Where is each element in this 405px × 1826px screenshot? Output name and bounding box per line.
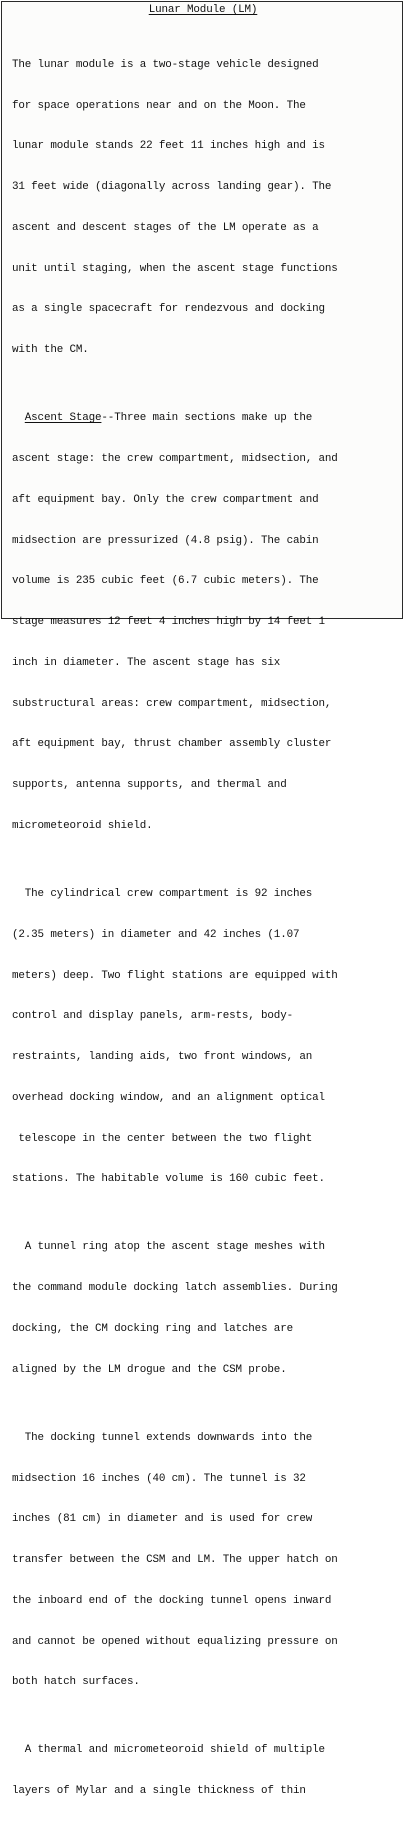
text-line: as a single spacecraft for rendezvous and docking xyxy=(12,303,325,316)
text-line: docking, the CM docking ring and latches are xyxy=(12,1323,293,1335)
text-line: (2.35 meters) in diameter and 42 inches (1.07 xyxy=(12,928,300,941)
paragraph-docking-tunnel xyxy=(12,1405,394,1718)
text-line: with the CM. xyxy=(12,344,89,357)
text-line: The docking tunnel extends downwards into the xyxy=(12,1431,313,1444)
text-line: meters) deep. Two flight stations are equipped with xyxy=(12,969,338,982)
text-line: aligned by the LM drogue and the CSM probe. xyxy=(12,1363,287,1376)
text-line: and cannot be opened without equalizing pressure on xyxy=(12,1635,338,1648)
text-line: A tunnel ring atop the ascent stage meshes with xyxy=(12,1241,325,1254)
paragraph-intro xyxy=(12,32,394,385)
text-line: lunar module stands 22 feet 11 inches high and is xyxy=(12,140,325,153)
text-line: the inboard end of the docking tunnel opens inward xyxy=(12,1594,332,1607)
text-line: unit until staging, when the ascent stage functions xyxy=(12,262,338,275)
text-line: The cylindrical crew compartment is 92 inches xyxy=(12,888,313,900)
text-line: restraints, landing aids, two front windows, an xyxy=(12,1051,313,1064)
text-line: The lunar module is a two-stage vehicle designed xyxy=(12,58,319,71)
text-line: layers of Mylar and a single thickness of thin xyxy=(12,1785,306,1798)
text-line: supports, antenna supports, and thermal and xyxy=(12,779,287,792)
text-line: the command module docking latch assemblies. During xyxy=(12,1282,338,1295)
text-line: for space operations near and on the Moon. The xyxy=(12,99,306,112)
lead-text: --Three main sections make up the xyxy=(101,412,313,425)
text-line: transfer between the CSM and LM. The upper hatch on xyxy=(12,1554,338,1567)
text-line: substructural areas: crew compartment, midsection, xyxy=(12,697,332,710)
text-line-lead xyxy=(12,412,394,426)
text-line: midsection are pressurized (4.8 psig). The cabin xyxy=(12,534,319,547)
text-line: ascent and descent stages of the LM operate as a xyxy=(12,221,319,234)
text-line: telescope in the center between the two flight xyxy=(12,1132,313,1145)
paragraph-tunnel-ring xyxy=(12,1214,394,1404)
text-line: inch in diameter. The ascent stage has six xyxy=(12,656,281,669)
document-title xyxy=(12,4,394,18)
paragraph-ascent-stage xyxy=(12,385,394,861)
text-line: midsection 16 inches (40 cm). The tunnel is 32 xyxy=(12,1472,306,1485)
text-line: aft equipment bay. Only the crew compartment and xyxy=(12,493,319,506)
section-heading-ascent-stage: Ascent Stage xyxy=(24,412,102,425)
text-line: 31 feet wide (diagonally across landing gear). The xyxy=(12,181,332,194)
text-line: stage measures 12 feet 4 inches high by 14 feet 1 xyxy=(12,616,325,629)
paragraph-crew-compartment xyxy=(12,861,394,1214)
text-line: micrometeoroid shield. xyxy=(12,820,153,833)
text-line: overhead docking window, and an alignment optical xyxy=(12,1091,325,1104)
document-page xyxy=(1,1,403,1798)
text-line: A thermal and micrometeoroid shield of multiple xyxy=(12,1744,325,1757)
text-line: stations. The habitable volume is 160 cubic feet. xyxy=(12,1173,325,1186)
text-line: both hatch surfaces. xyxy=(12,1676,140,1689)
text-line: aft equipment bay, thrust chamber assembly cluster xyxy=(12,738,332,751)
text-line: inches (81 cm) in diameter and is used for crew xyxy=(12,1513,313,1526)
paragraph-thermal-shield xyxy=(12,1717,394,1826)
text-line: ascent stage: the crew compartment, midsection, and xyxy=(12,453,338,465)
text-line: volume is 235 cubic feet (6.7 cubic meters). The xyxy=(12,575,319,588)
text-line: control and display panels, arm-rests, body- xyxy=(12,1010,293,1023)
title-text: Lunar Module (LM) xyxy=(148,4,258,16)
